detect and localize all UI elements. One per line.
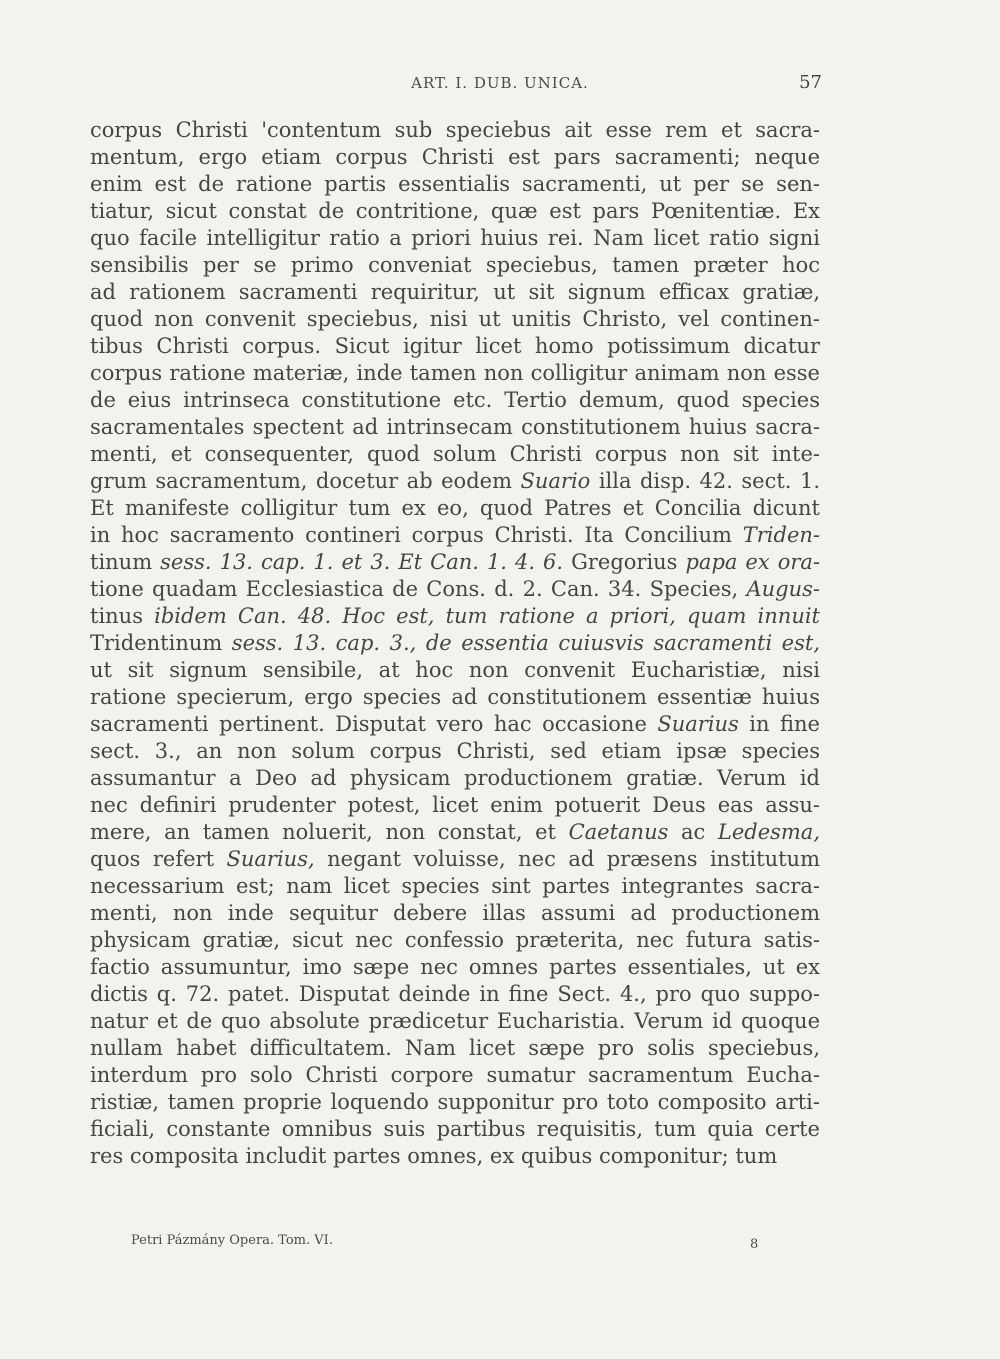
text-segment: Et manifeste colligitur tum ex eo, quod Patres et Concilia dicunt: [90, 496, 820, 520]
text-segment: nec definiri prudenter potest, licet enim potuerit Deus eas assu-: [90, 793, 820, 817]
text-line: [90, 846, 820, 873]
text-segment: factio assumuntur, imo sæpe nec omnes partes essentiales, ut ex: [90, 955, 820, 979]
text-line: [90, 549, 820, 576]
text-segment: mere, an tamen noluerit, non constat, et: [90, 820, 569, 844]
text-line: [90, 360, 820, 387]
text-line: [90, 252, 820, 279]
text-line: [90, 225, 820, 252]
text-segment: dictis q. 72. patet. Disputat deinde in fine Sect. 4., pro quo suppo-: [90, 982, 820, 1006]
text-segment: sacramentales spectent ad intrinsecam constitutionem huius sacra-: [90, 415, 820, 439]
footer-source: Petri Pázmány Opera. Tom. VI.: [131, 1233, 333, 1248]
text-segment: in fine: [738, 712, 820, 736]
text-line: [90, 144, 820, 171]
text-line: [90, 522, 820, 549]
text-segment: ficiali, constante omnibus suis partibus requisitis, tum quia certe: [90, 1117, 820, 1141]
italic-name: sess. 13. cap. 3., de essentia cuiusvis sacramenti est,: [222, 631, 820, 655]
text-segment: Tridentinum: [90, 631, 223, 655]
text-segment: menti, non inde sequitur debere illas assumi ad productionem: [90, 901, 820, 925]
text-line: [90, 414, 820, 441]
text-line: [90, 441, 820, 468]
text-line: [90, 306, 820, 333]
text-line: [90, 981, 820, 1008]
text-line: [90, 765, 820, 792]
text-segment: interdum pro solo Christi corpore sumatur sacramentum Eucha-: [90, 1063, 820, 1087]
italic-name: Triden-: [742, 523, 820, 547]
text-segment: menti, et consequenter, quod solum Christi corpus non sit inte-: [90, 442, 820, 466]
text-line: [90, 900, 820, 927]
text-segment: in hoc sacramento contineri corpus Christi. Ita Concilium: [90, 523, 743, 547]
text-segment: sensibilis per se primo conveniat speciebus, tamen præter hoc: [90, 253, 820, 277]
text-line: [90, 954, 820, 981]
text-line: [90, 117, 820, 144]
text-segment: ac: [668, 820, 718, 844]
text-line: [90, 387, 820, 414]
text-segment: sacramenti pertinent. Disputat vero hac occasione: [90, 712, 658, 736]
italic-name: Ledesma,: [717, 820, 821, 844]
text-segment: assumantur a Deo ad physicam productionem gratiæ. Verum id: [90, 766, 820, 790]
text-line: [90, 279, 820, 306]
italic-name: Caetanus: [568, 820, 669, 844]
italic-name: sess. 13. cap. 1. et 3. Et Can. 1. 4. 6.: [152, 550, 572, 574]
text-line: [90, 333, 820, 360]
footer-signature: 8: [750, 1237, 759, 1252]
text-segment: nullam habet difficultatem. Nam licet sæpe pro solis speciebus,: [90, 1036, 820, 1060]
text-line: [90, 495, 820, 522]
text-segment: sect. 3., an non solum corpus Christi, sed etiam ipsæ species: [90, 739, 820, 763]
text-segment: de eius intrinseca constitutione etc. Tertio demum, quod species: [90, 388, 820, 412]
text-segment: enim est de ratione partis essentialis sacramenti, ut per se sen-: [90, 172, 820, 196]
text-segment: tiatur, sicut constat de contritione, quæ est pars Pœnitentiæ. Ex: [90, 199, 820, 223]
text-line: [90, 1062, 820, 1089]
text-line: [90, 657, 820, 684]
text-segment: mentum, ergo etiam corpus Christi est pars sacramenti; neque: [90, 145, 820, 169]
text-line: [90, 927, 820, 954]
text-segment: necessarium est; nam licet species sint partes integrantes sacra-: [90, 874, 820, 898]
text-segment: negant voluisse, nec ad præsens institutum: [314, 847, 820, 871]
text-segment: ad rationem sacramenti requiritur, ut sit signum efficax gratiæ,: [90, 280, 820, 304]
text-line: [90, 1116, 820, 1143]
text-line: [90, 468, 820, 495]
text-line: [90, 738, 820, 765]
text-segment: ratione specierum, ergo species ad constitutionem essentiæ huius: [90, 685, 820, 709]
text-line: [90, 1008, 820, 1035]
text-segment: quo facile intelligitur ratio a priori huius rei. Nam licet ratio signi: [90, 226, 820, 250]
text-segment: illa disp. 42. sect. 1.: [590, 469, 820, 493]
italic-name: ibidem Can. 48. Hoc est, tum ratione a priori, quam innuit: [142, 604, 820, 628]
italic-name: Augus-: [746, 577, 820, 601]
text-segment: ristiæ, tamen proprie loquendo supponitur pro toto composito arti-: [90, 1090, 820, 1114]
text-segment: quod non convenit speciebus, nisi ut unitis Christo, vel continen-: [90, 307, 820, 331]
body-text: [90, 117, 820, 1170]
text-line: [90, 711, 820, 738]
running-header: ART. I. DUB. UNICA.: [411, 74, 589, 92]
text-segment: tinus: [90, 604, 143, 628]
text-segment: grum sacramentum, docetur ab eodem: [90, 469, 521, 493]
text-line: [90, 819, 820, 846]
text-segment: physicam gratiæ, sicut nec confessio præterita, nec futura satis-: [90, 928, 820, 952]
italic-name: Suario: [520, 469, 591, 493]
text-line: [90, 171, 820, 198]
text-line: [90, 1035, 820, 1062]
text-segment: tibus Christi corpus. Sicut igitur licet homo potissimum dicatur: [90, 334, 820, 358]
text-line: [90, 873, 820, 900]
text-line: [90, 1143, 820, 1170]
text-segment: tione quadam Ecclesiastica de Cons. d. 2. Can. 34. Species,: [90, 577, 747, 601]
text-line: [90, 576, 820, 603]
text-segment: quos refert: [90, 847, 227, 871]
text-segment: res composita includit partes omnes, ex quibus componitur; tum: [90, 1144, 778, 1168]
italic-name: Suarius,: [226, 847, 315, 871]
text-line: [90, 630, 820, 657]
italic-name: papa ex ora-: [677, 550, 820, 574]
text-line: [90, 684, 820, 711]
italic-name: Suarius: [657, 712, 739, 736]
text-segment: corpus Christi 'contentum sub speciebus ait esse rem et sacra-: [90, 118, 820, 142]
text-line: [90, 603, 820, 630]
text-line: [90, 792, 820, 819]
text-segment: tinum: [90, 550, 153, 574]
text-line: [90, 198, 820, 225]
page-number: 57: [799, 72, 822, 93]
text-segment: natur et de quo absolute prædicetur Eucharistia. Verum id quoque: [90, 1009, 820, 1033]
text-segment: ut sit signum sensibile, at hoc non convenit Eucharistiæ, nisi: [90, 658, 820, 682]
text-segment: Gregorius: [571, 550, 678, 574]
text-line: [90, 1089, 820, 1116]
text-segment: corpus ratione materiæ, inde tamen non colligitur animam non esse: [90, 361, 820, 385]
